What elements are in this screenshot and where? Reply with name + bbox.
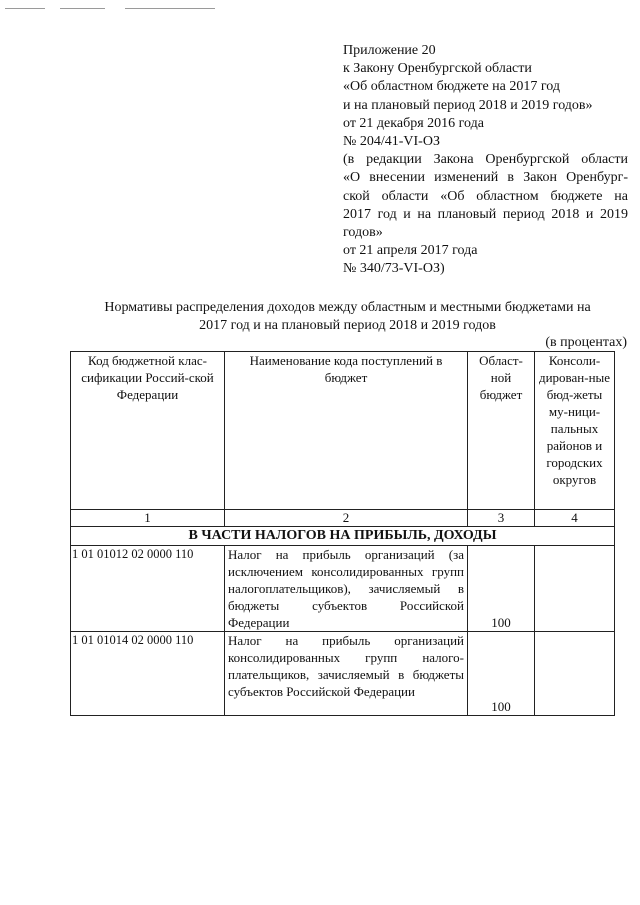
row-code: 1 01 01014 02 0000 110 [71,632,225,716]
header-name: Наименование кода поступлений в бюджет [225,352,468,510]
appendix-line: № 340/73-VI-ОЗ) [343,261,445,277]
header-local: Консоли-дирован-ные бюд-жеты му-ници-пальных районов и городских округов [535,352,615,510]
appendix-line: № 204/41-VI-ОЗ [343,134,440,150]
row-local-value [535,546,615,632]
column-number: 1 [71,510,225,527]
scan-line [60,8,105,9]
column-number: 2 [225,510,468,527]
appendix-line: «О внесении изменений в Закон Оренбург- [343,170,628,186]
appendix-line: 2017 год и на плановый период 2018 и 2019 [343,206,628,222]
scan-line [125,8,215,9]
title-line: Нормативы распределения доходов между областным и местными бюджетами на [104,300,591,315]
document-title [70,299,625,335]
column-number-row [71,510,615,527]
row-name: Налог на прибыль организаций (за исключением консолидированных групп налогоплательщиков), зачисляемый в бюджеты субъектов Российской Федерации [225,546,468,632]
header-code: Код бюджетной клас-сификации Россий-ской Федерации [71,352,225,510]
row-local-value [535,632,615,716]
appendix-line: от 21 апреля 2017 года [343,243,478,259]
appendix-line: к Закону Оренбургской области [343,61,532,77]
table-header-row [71,352,615,510]
table-row [71,632,615,716]
appendix-line: Приложение 20 [343,43,436,58]
row-code: 1 01 01012 02 0000 110 [71,546,225,632]
column-number: 4 [535,510,615,527]
table-row [71,546,615,632]
column-number: 3 [468,510,535,527]
appendix-block [343,42,628,279]
appendix-line: годов» [343,225,383,241]
units-note: (в процентах) [545,335,627,350]
row-regional-value: 100 [468,632,535,716]
row-name: Налог на прибыль организаций консолидированных групп налого-плательщиков, зачисляемый в бюджеты субъектов Российской Федерации [225,632,468,716]
appendix-line: от 21 декабря 2016 года [343,115,484,131]
norms-table [70,351,615,716]
scan-line [5,8,45,9]
appendix-line: (в редакции Закона Оренбургской области [343,152,628,168]
row-regional-value: 100 [468,546,535,632]
section-row [71,527,615,546]
header-regional: Област-ной бюджет [468,352,535,510]
appendix-line: и на плановый период 2018 и 2019 годов» [343,97,593,113]
title-line: 2017 год и на плановый период 2018 и 2019 годов [199,318,496,333]
appendix-line: ской области «Об областном бюджете на [343,188,628,204]
appendix-line: «Об областном бюджете на 2017 год [343,79,560,95]
section-heading: В ЧАСТИ НАЛОГОВ НА ПРИБЫЛЬ, ДОХОДЫ [71,527,615,546]
